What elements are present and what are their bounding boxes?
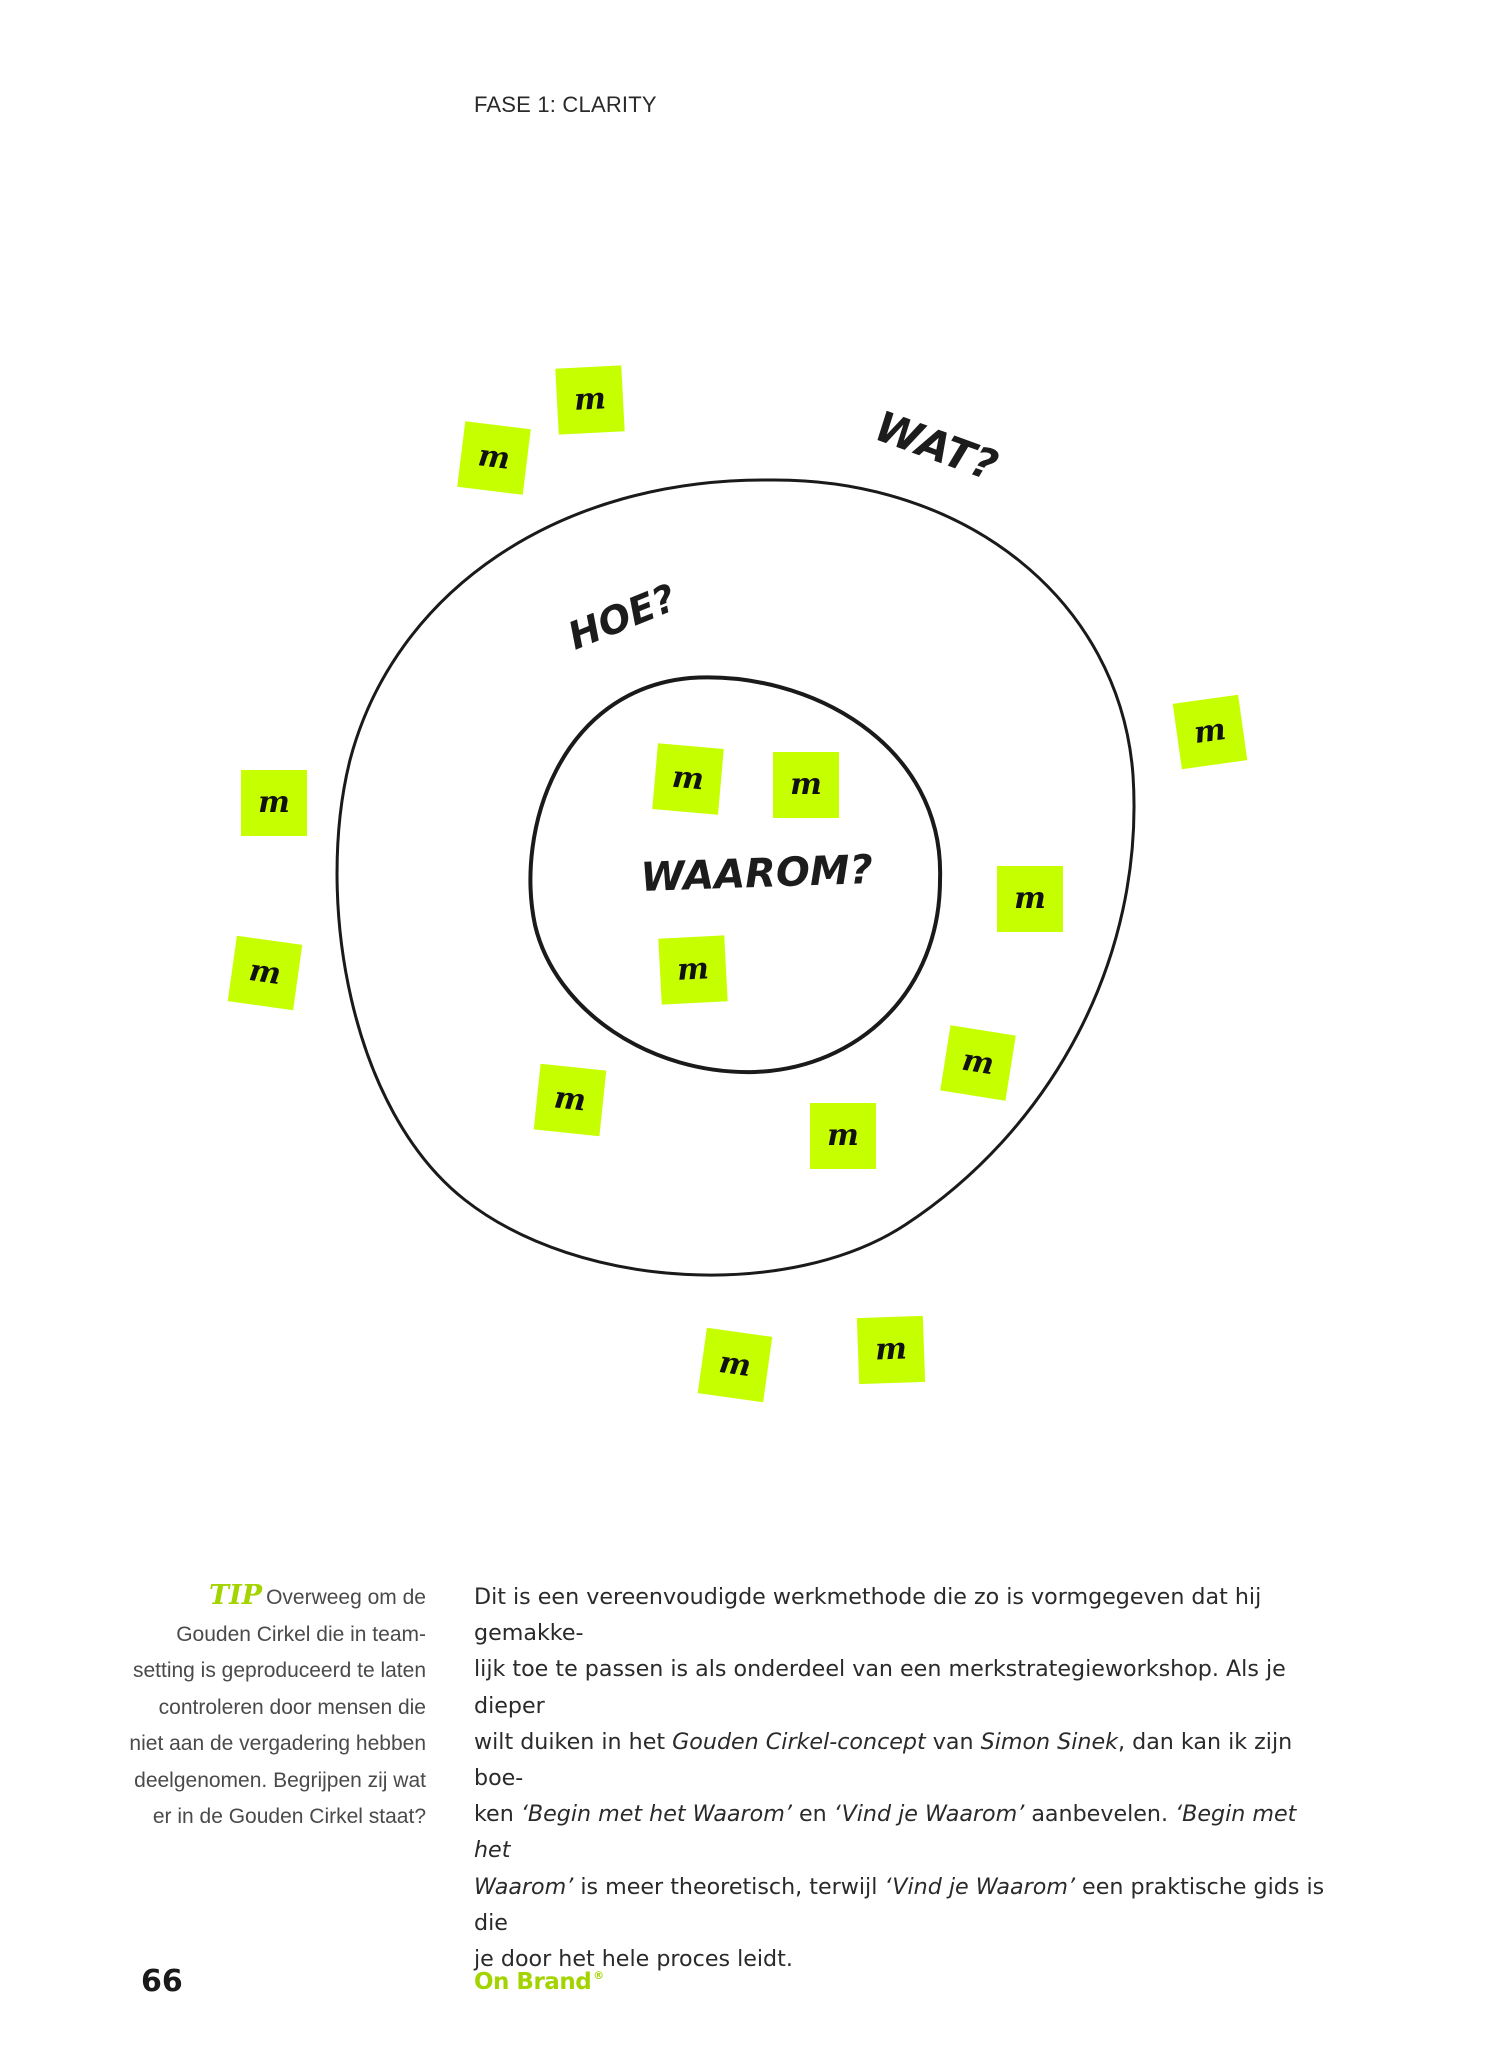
body-emphasis: Simon Sinek	[980, 1728, 1118, 1755]
sticky-note	[457, 421, 531, 495]
sticky-note	[940, 1025, 1016, 1101]
body-text-run: je door het hele proces leidt.	[474, 1946, 793, 1973]
sticky-note-label: m	[1191, 711, 1229, 752]
sticky-note	[997, 866, 1063, 932]
tip-line: Gouden Cirkel die in team-	[176, 1622, 426, 1646]
body-text-run: en	[791, 1801, 834, 1828]
label-waarom: WAAROM?	[639, 846, 874, 901]
sticky-note	[228, 936, 303, 1011]
section-header: FASE 1: CLARITY	[474, 92, 657, 117]
body-text-run: wilt duiken in het	[474, 1728, 673, 1755]
sticky-note-label: m	[790, 767, 822, 802]
body-emphasis: Waarom’	[474, 1873, 574, 1900]
sticky-note-label: m	[258, 785, 290, 820]
label-wat: WAT?	[868, 401, 1005, 491]
page-number: 66	[141, 1964, 183, 1999]
sticky-note	[534, 1064, 607, 1137]
tip-line: setting is geproduceerd te laten	[132, 1659, 426, 1682]
body-line	[474, 1651, 1334, 1723]
body-text-run: , dan kan ik zijn boe-	[474, 1728, 1293, 1792]
body-line	[474, 1796, 1334, 1868]
sticky-note-label: m	[670, 759, 706, 798]
tip-line: controleren door mensen die	[158, 1695, 426, 1719]
sticky-note-label: m	[676, 951, 710, 988]
sticky-note	[810, 1103, 876, 1169]
sticky-note-label: m	[1014, 881, 1046, 916]
tip-sidebar	[128, 1578, 426, 1836]
body-text-run: aanbevelen.	[1024, 1801, 1176, 1828]
tip-line: er in de Gouden Cirkel staat?	[152, 1805, 426, 1828]
sticky-note	[241, 770, 307, 836]
brand-logo	[474, 1969, 604, 1995]
sticky-note-label: m	[552, 1080, 588, 1119]
body-emphasis: ‘Begin met het	[474, 1801, 1297, 1864]
body-text-run: van	[925, 1728, 981, 1755]
sticky-note-label: m	[476, 438, 512, 477]
tip-label: TIP	[209, 1580, 263, 1611]
sticky-note	[555, 365, 624, 434]
sticky-note-label: m	[246, 952, 284, 993]
tip-line: Overweeg om de	[266, 1586, 426, 1609]
body-line	[474, 1869, 1334, 1941]
sticky-note-label: m	[573, 381, 607, 418]
body-emphasis: ‘Vind je Waarom’	[884, 1873, 1075, 1900]
sticky-note-label: m	[874, 1331, 908, 1368]
tip-line: niet aan de vergadering hebben	[129, 1732, 426, 1755]
brand-name: On Brand	[474, 1969, 592, 1995]
body-emphasis: ‘Vind je Waarom’	[833, 1801, 1025, 1828]
body-text-run: lijk toe te passen is als onderdeel van een merkstrategieworkshop. Als je dieper	[474, 1656, 1286, 1719]
label-hoe: HOE?	[561, 575, 683, 659]
sticky-note	[658, 935, 727, 1004]
sticky-note	[857, 1316, 925, 1384]
brand-mark: ®	[593, 1969, 604, 1982]
sticky-note-label: m	[959, 1042, 997, 1083]
body-paragraph	[474, 1579, 1334, 1977]
sticky-note	[652, 743, 724, 815]
body-text-run: een praktische gids is die	[474, 1873, 1325, 1936]
sticky-note-label: m	[827, 1118, 859, 1153]
body-emphasis: ‘Begin met het Waarom’	[520, 1801, 792, 1828]
body-line	[474, 1579, 1334, 1651]
body-text-run: ken	[474, 1801, 521, 1828]
body-text-run: is meer theoretisch, terwijl	[573, 1873, 885, 1900]
sticky-note	[773, 752, 839, 818]
body-emphasis: Gouden Cirkel-concept	[672, 1728, 926, 1755]
sticky-note	[698, 1328, 773, 1403]
sticky-note-label: m	[716, 1344, 754, 1385]
body-text-run: Dit is een vereenvoudigde werkmethode die zo is vormgegeven dat hij gemakke-	[474, 1584, 1262, 1647]
sticky-note	[1173, 695, 1248, 770]
tip-line: deelgenomen. Begrijpen zij wat	[134, 1768, 426, 1792]
body-line	[474, 1724, 1334, 1796]
